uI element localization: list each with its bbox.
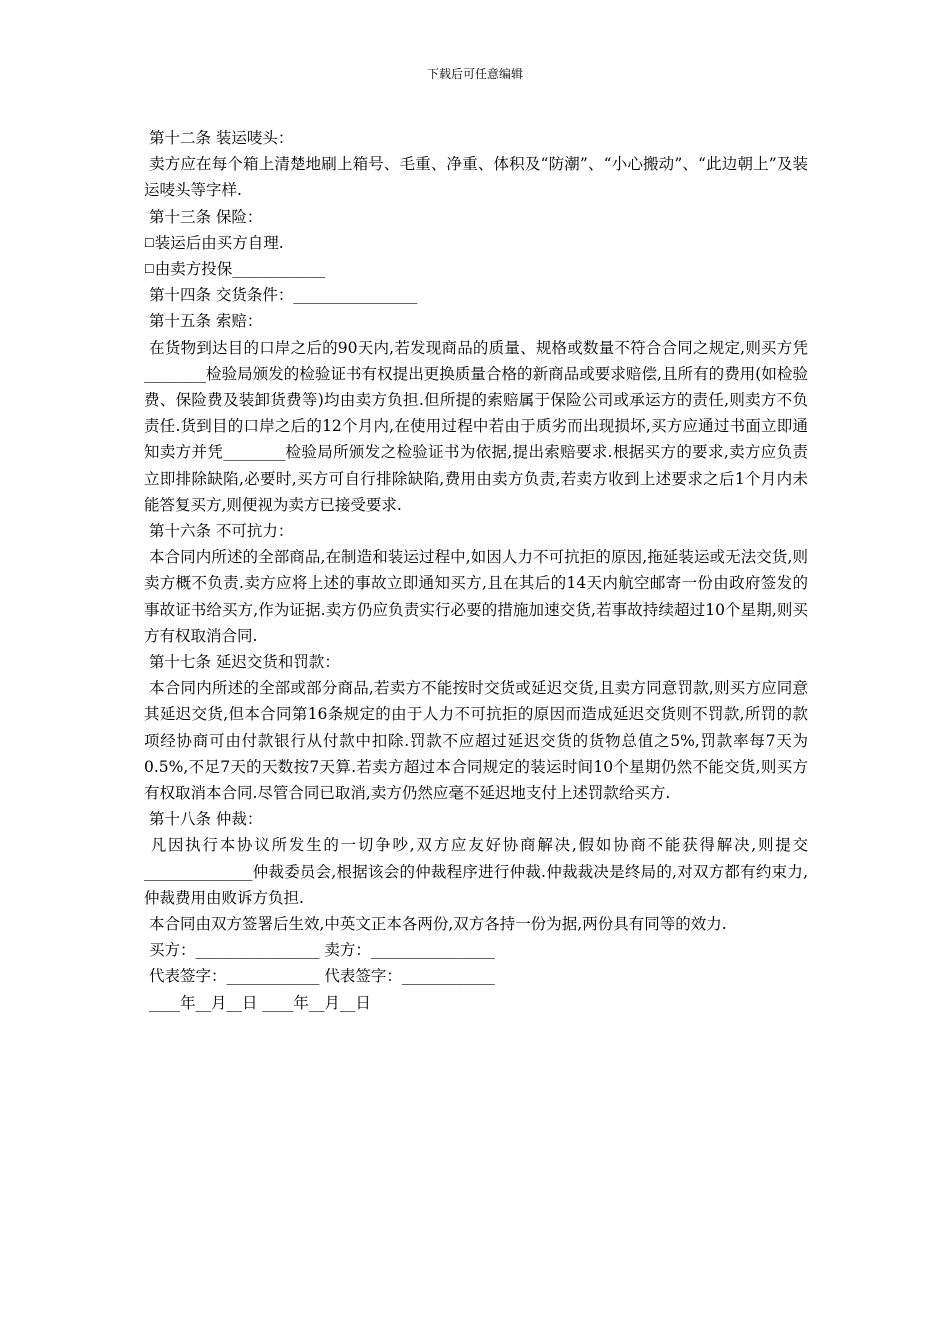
- clause-13-title: 第十三条 保险：: [148, 207, 263, 226]
- clause-15-title: 第十五条 索赔：: [148, 312, 263, 331]
- clause-16-title: 第十六条 不可抗力：: [148, 521, 294, 540]
- clause-16-body: 本合同内所述的全部商品,在制造和装运过程中,如因人力不可抗拒的原因,拖延装运或无法交货,则卖方概不负责.卖方应将上述的事故立即通知买方,且在其后的14天内航空邮寄一份由政府签发的事故证书给买方,作为证据.卖方仍应负责实行必要的措施加速交货,若事故持续超过10个星期,则买方有权取消合同.: [144, 548, 808, 645]
- insurance-option-buyer: ☐装运后由买方自理.: [144, 233, 284, 252]
- checkbox-icon[interactable]: ☐: [144, 235, 155, 250]
- clause-18-body: 凡因执行本协议所发生的一切争吵,双方应友好协商解决,假如协商不能获得解决,则提交______________仲裁委员会,根据该会的仲裁程序进行仲裁.仲裁裁决是终局的,对双方都有约束力,仲裁费用由败诉方负担.: [144, 836, 808, 907]
- signature-parties: 买方：________________ 卖方：________________: [148, 941, 495, 960]
- clause-14-title: 第十四条 交货条件：________________: [148, 286, 418, 305]
- clause-18-title: 第十八条 仲裁：: [148, 810, 263, 829]
- effective-clause: 本合同由双方签署后生效,中英文正本各两份,双方各持一份为据,两份具有同等的效力.: [148, 914, 727, 933]
- signature-dates: ____年__月__日 ____年__月__日: [148, 993, 371, 1012]
- clause-12-body: 卖方应在每个箱上清楚地刷上箱号、毛重、净重、体积及“防潮”、“小心搬动”、“此边朝上”及装运唛头等字样.: [144, 155, 808, 200]
- insurance-option-seller: ☐由卖方投保____________: [144, 259, 326, 278]
- checkbox-icon[interactable]: ☐: [144, 261, 155, 276]
- page-header: 下载后可任意编辑: [426, 67, 523, 81]
- clause-17-body: 本合同内所述的全部或部分商品,若卖方不能按时交货或延迟交货,且卖方同意罚款,则买方应同意其延迟交货,但本合同第16条规定的由于人力不可抗拒的原因而造成延迟交货则不罚款,所罚的款项经协商可由付款银行从付款中扣除.罚款不应超过延迟交货的货物总值之5%,罚款率每7天为0.5%,不足7天的天数按7天算.若卖方超过本合同规定的装运时间10个星期仍然不能交货,则买方有权取消本合同.尽管合同已取消,卖方仍然应毫不延迟地支付上述罚款给买方.: [144, 679, 808, 802]
- clause-12-title: 第十二条 装运唛头：: [148, 129, 294, 147]
- clause-15-body: 在货物到达目的口岸之后的90天内,若发现商品的质量、规格或数量不符合合同之规定,则买方凭________检验局颁发的检验证书有权提出更换质量合格的新商品或要求赔偿,且所有的费用(如检验费、保险费及装卸货费等)均由卖方负担.但所提的索赔属于保险公司或承运方的责任,则卖方不负责任.货到目的口岸之后的12个月内,在使用过程中若由于质劣而出现损坏,买方应通过书面立即通知卖方并凭________检验局所颁发之检验证书为依据,提出索赔要求.根据买方的要求,卖方应负责立即排除缺陷,必要时,买方可自行排除缺陷,费用由卖方负责,若卖方收到上述要求之后1个月内未能答复买方,则便视为卖方已接受要求.: [144, 338, 808, 514]
- signature-representatives: 代表签字：____________ 代表签字：____________: [148, 967, 495, 986]
- contract-body: [144, 125, 808, 1016]
- clause-17-title: 第十七条 延迟交货和罚款：: [148, 652, 340, 671]
